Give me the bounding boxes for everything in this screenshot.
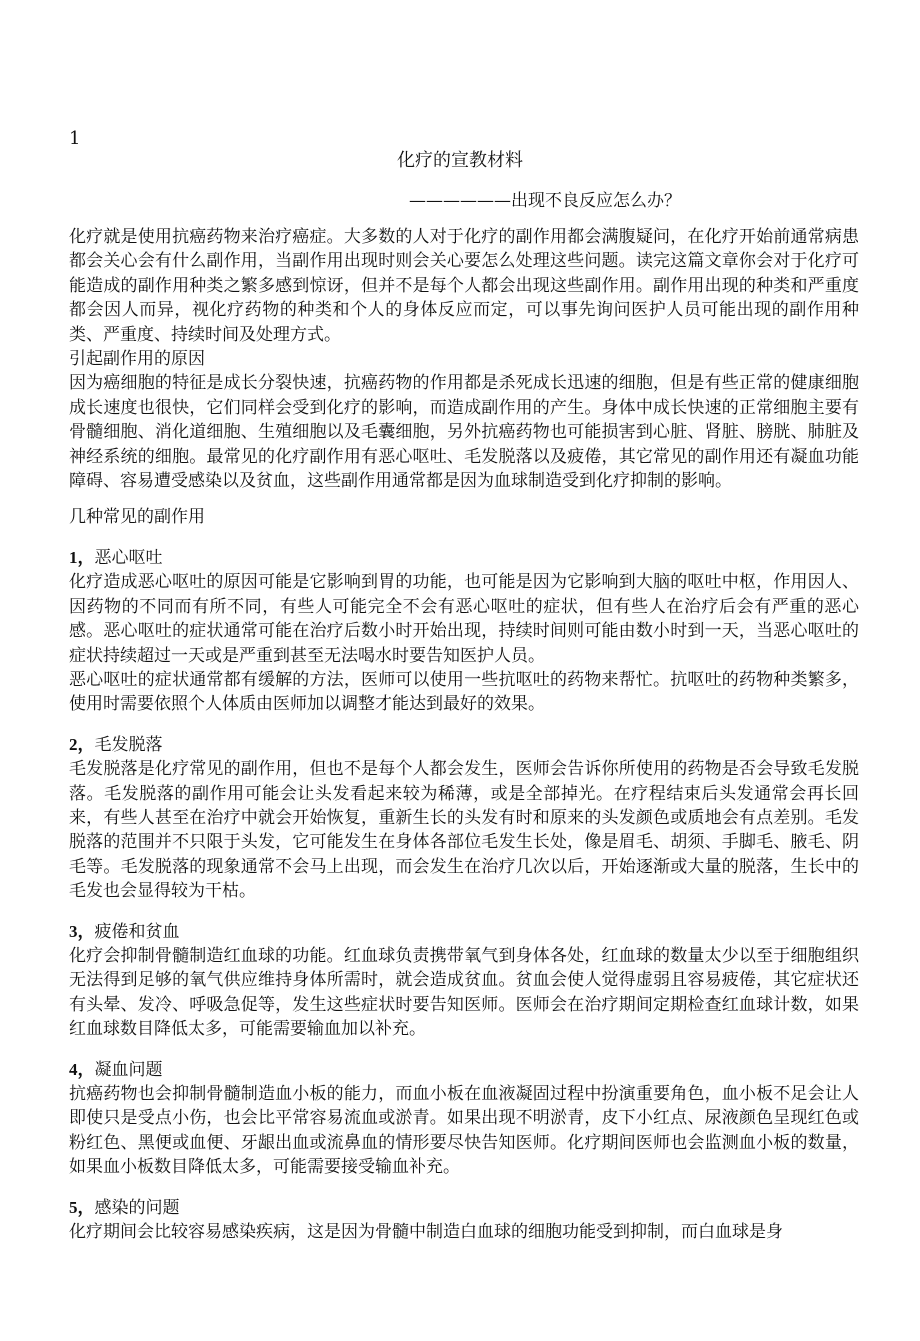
section-3 [69, 920, 859, 1042]
section-title: 毛发脱落 [94, 734, 163, 755]
section-number: 4， [69, 1059, 95, 1079]
page-number: 1 [69, 128, 81, 149]
document-body [69, 225, 859, 1244]
section-title: 恶心呕吐 [94, 547, 163, 568]
section-title: 感染的问题 [94, 1197, 180, 1218]
common-heading: 几种常见的副作用 [69, 507, 205, 528]
document-subtitle: ——————出现不良反应怎么办？ [409, 191, 681, 211]
section-paragraph: 化疗造成恶心呕吐的原因可能是它影响到胃的功能，也可能是因为它影响到大脑的呕吐中枢，作用因人、因药物的不同而有所不同，有些人可能完全不会有恶心呕吐的症状，但有些人在治疗后会有严重的恶心感。恶心呕吐的症状通常可能在治疗后数小时开始出现，持续时间则可能由数小时到一天，当恶心呕吐的症状持续超过一天或是严重到甚至无法喝水时要告知医护人员。 [69, 572, 859, 666]
section-paragraph: 化疗会抑制骨髓制造红血球的功能。红血球负责携带氧气到身体各处，红血球的数量太少以至于细胞组织无法得到足够的氧气供应维持身体所需时，就会造成贫血。贫血会使人觉得虚弱且容易疲倦，其它症状还有头晕、发冷、呼吸急促等，发生这些症状时要告知医师。医师会在治疗期间定期检查红血球计数，如果红血球数目降低太多，可能需要输血加以补充。 [69, 945, 859, 1040]
section-5 [69, 1196, 859, 1245]
section-paragraph: 化疗期间会比较容易感染疾病，这是因为骨髓中制造白血球的细胞功能受到抑制，而白血球是身 [69, 1222, 783, 1243]
section-number: 3， [69, 921, 95, 941]
section-number: 2， [69, 734, 95, 754]
document-title: 化疗的宣教材料 [397, 150, 523, 171]
section-paragraph: 恶心呕吐的症状通常都有缓解的方法，医师可以使用一些抗呕吐的药物来帮忙。抗呕吐的药物种类繁多，使用时需要依照个人体质由医师加以调整才能达到最好的效果。 [69, 669, 859, 715]
section-1 [69, 546, 859, 717]
intro-paragraph: 化疗就是使用抗癌药物来治疗癌症。大多数的人对于化疗的副作用都会满腹疑问，在化疗开始前通常病患都会关心会有什么副作用，当副作用出现时则会关心要怎么处理这些问题。读完这篇文章你会对于化疗可能造成的副作用种类之繁多感到惊讶，但并不是每个人都会出现这些副作用。副作用出现的种类和严重度都会因人而异，视化疗药物的种类和个人的身体反应而定，可以事先询问医护人员可能出现的副作用种类、严重度、持续时间及处理方式。 [69, 227, 859, 345]
section-paragraph: 抗癌药物也会抑制骨髓制造血小板的能力，而血小板在血液凝固过程中扮演重要角色，血小板不足会让人即使只是受点小伤，也会比平常容易流血或淤青。如果出现不明淤青，皮下小红点、尿液颜色呈现红色或粉红色、黑便或血便、牙龈出血或流鼻血的情形要尽快告知医师。化疗期间医师也会监测血小板的数量，如果血小板数目降低太多，可能需要接受输血补充。 [69, 1084, 859, 1178]
cause-heading: 引起副作用的原因 [69, 349, 205, 370]
cause-paragraph: 因为癌细胞的特征是成长分裂快速，抗癌药物的作用都是杀死成长迅速的细胞，但是有些正常的健康细胞成长速度也很快，它们同样会受到化疗的影响，而造成副作用的产生。身体中成长快速的正常细胞主要有骨髓细胞、消化道细胞、生殖细胞以及毛囊细胞，另外抗癌药物也可能损害到心脏、肾脏、膀胱、肺脏及神经系统的细胞。最常见的化疗副作用有恶心呕吐、毛发脱落以及疲倦，其它常见的副作用还有凝血功能障碍、容易遭受感染以及贫血，这些副作用通常都是因为血球制造受到化疗抑制的影响。 [69, 373, 859, 492]
section-2 [69, 733, 859, 904]
section-number: 5， [69, 1197, 95, 1217]
section-paragraph: 毛发脱落是化疗常见的副作用，但也不是每个人都会发生，医师会告诉你所使用的药物是否会导致毛发脱落。毛发脱落的副作用可能会让头发看起来较为稀薄，或是全部掉光。在疗程结束后头发通常会再长回来，有些人甚至在治疗中就会开始恢复，重新生长的头发有时和原来的头发颜色或质地会有点差别。毛发脱落的范围并不只限于头发，它可能发生在身体各部位毛发生长处，像是眉毛、胡须、手脚毛、腋毛、阴毛等。毛发脱落的现象通常不会马上出现，而会发生在治疗几次以后，开始逐渐或大量的脱落，生长中的毛发也会显得较为干枯。 [69, 759, 859, 902]
section-4 [69, 1058, 859, 1180]
section-title: 疲倦和贫血 [94, 921, 180, 942]
section-title: 凝血问题 [94, 1059, 163, 1080]
section-number: 1， [69, 547, 95, 567]
